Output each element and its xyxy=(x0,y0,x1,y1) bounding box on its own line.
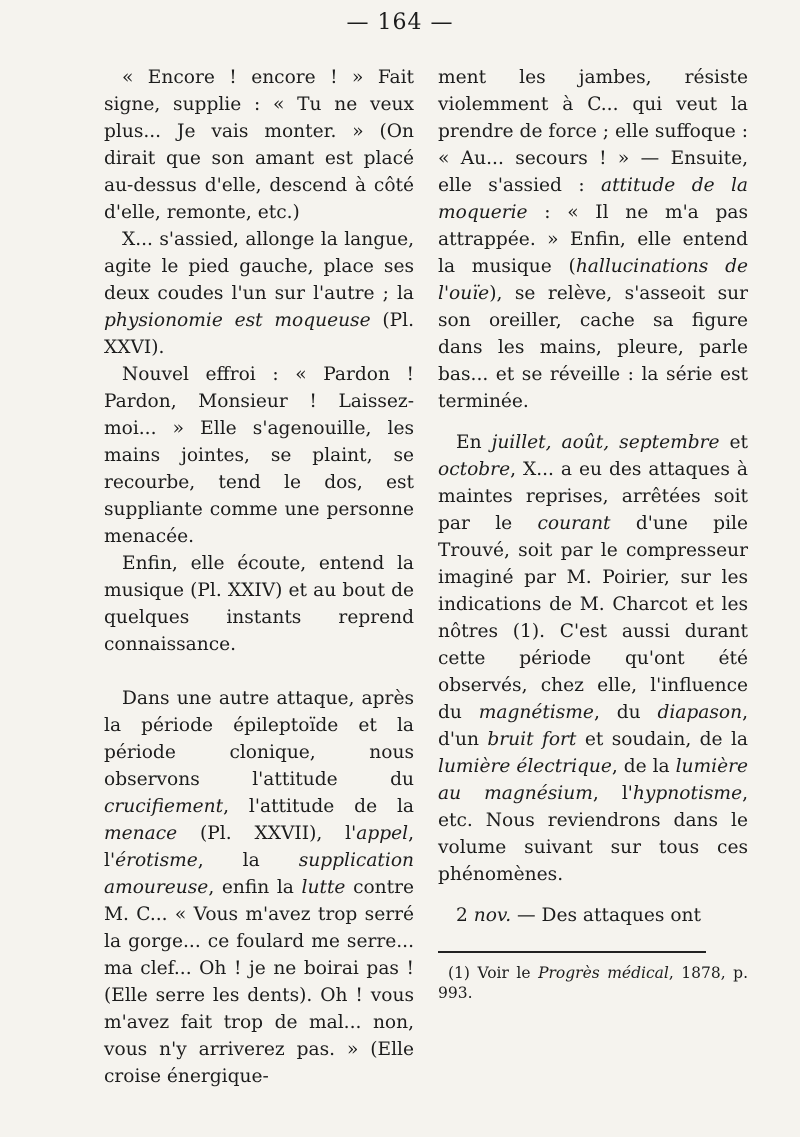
page-number: — 164 — xyxy=(346,10,454,35)
left-column xyxy=(104,64,414,1090)
paragraph: Nouvel effroi : « Pardon ! Pardon, Monsieur ! Laissez-moi... » Elle s'agenouille, les mains jointes, se plaint, se recourbe, tend le dos, est suppliante comme une personne menacée. xyxy=(104,364,414,547)
paragraph: 2 nov. — Des attaques ont xyxy=(456,905,702,926)
paragraph: Enfin, elle écoute, entend la musique (Pl. XXIV) et au bout de quelques instants reprend connaissance. xyxy=(104,553,414,655)
right-column xyxy=(438,64,748,1003)
paragraph: Dans une autre attaque, après la période épileptoïde et la période clonique, nous observons l'attitude du crucifiement, l'attitude de la menace (Pl. XXVII), l'appel, l'érotisme, la supplication amoureuse, enfin la lutte contre M. C... « Vous m'avez trop serré la gorge... ce foulard me serre... ma clef... Oh ! je ne boirai pas ! (Elle serre les dents). Oh ! vous m'avez fait trop de mal... non, vous n'y arriverez pas. » (Elle croise énergique- xyxy=(104,688,415,1087)
footnote: (1) Voir le Progrès médical, 1878, p. 993. xyxy=(438,964,748,1002)
paragraph: X... s'assied, allonge la langue, agite le pied gauche, place ses deux coudes l'un sur l'autre ; la physionomie est moqueuse (Pl. XXVI). xyxy=(104,229,414,358)
footnote-divider xyxy=(438,951,706,953)
paragraph: En juillet, août, septembre et octobre, X... a eu des attaques à maintes reprises, arrêtées soit par le courant d'une pile Trouvé, soit par le compresseur imaginé par M. Poirier, sur les indications de M. Charcot et les nôtres (1). C'est aussi durant cette période qu'ont été observés, chez elle, l'influence du magnétisme, du diapason, d'un bruit fort et soudain, de la lumière électrique, de la lumière au magnésium, l'hypnotisme, etc. Nous reviendrons dans le volume suivant sur tous ces phénomènes. xyxy=(438,432,749,885)
paragraph: « Encore ! encore ! » Fait signe, supplie : « Tu ne veux plus... Je vais monter. » (On dirait que son amant est placé au-dessus d'elle, descend à côté d'elle, remonte, etc.) xyxy=(104,67,414,223)
paragraph: ment les jambes, résiste violemment à C... qui veut la prendre de force ; elle suffoque : « Au... secours ! » — Ensuite, elle s'assied : attitude de la moquerie : « Il ne m'a pas attrappée. » Enfin, elle entend la musique (hallucinations de l'ouïe), se relève, s'asseoit sur son oreiller, cache sa figure dans les mains, pleure, parle bas... et se réveille : la série est terminée. xyxy=(438,67,749,412)
